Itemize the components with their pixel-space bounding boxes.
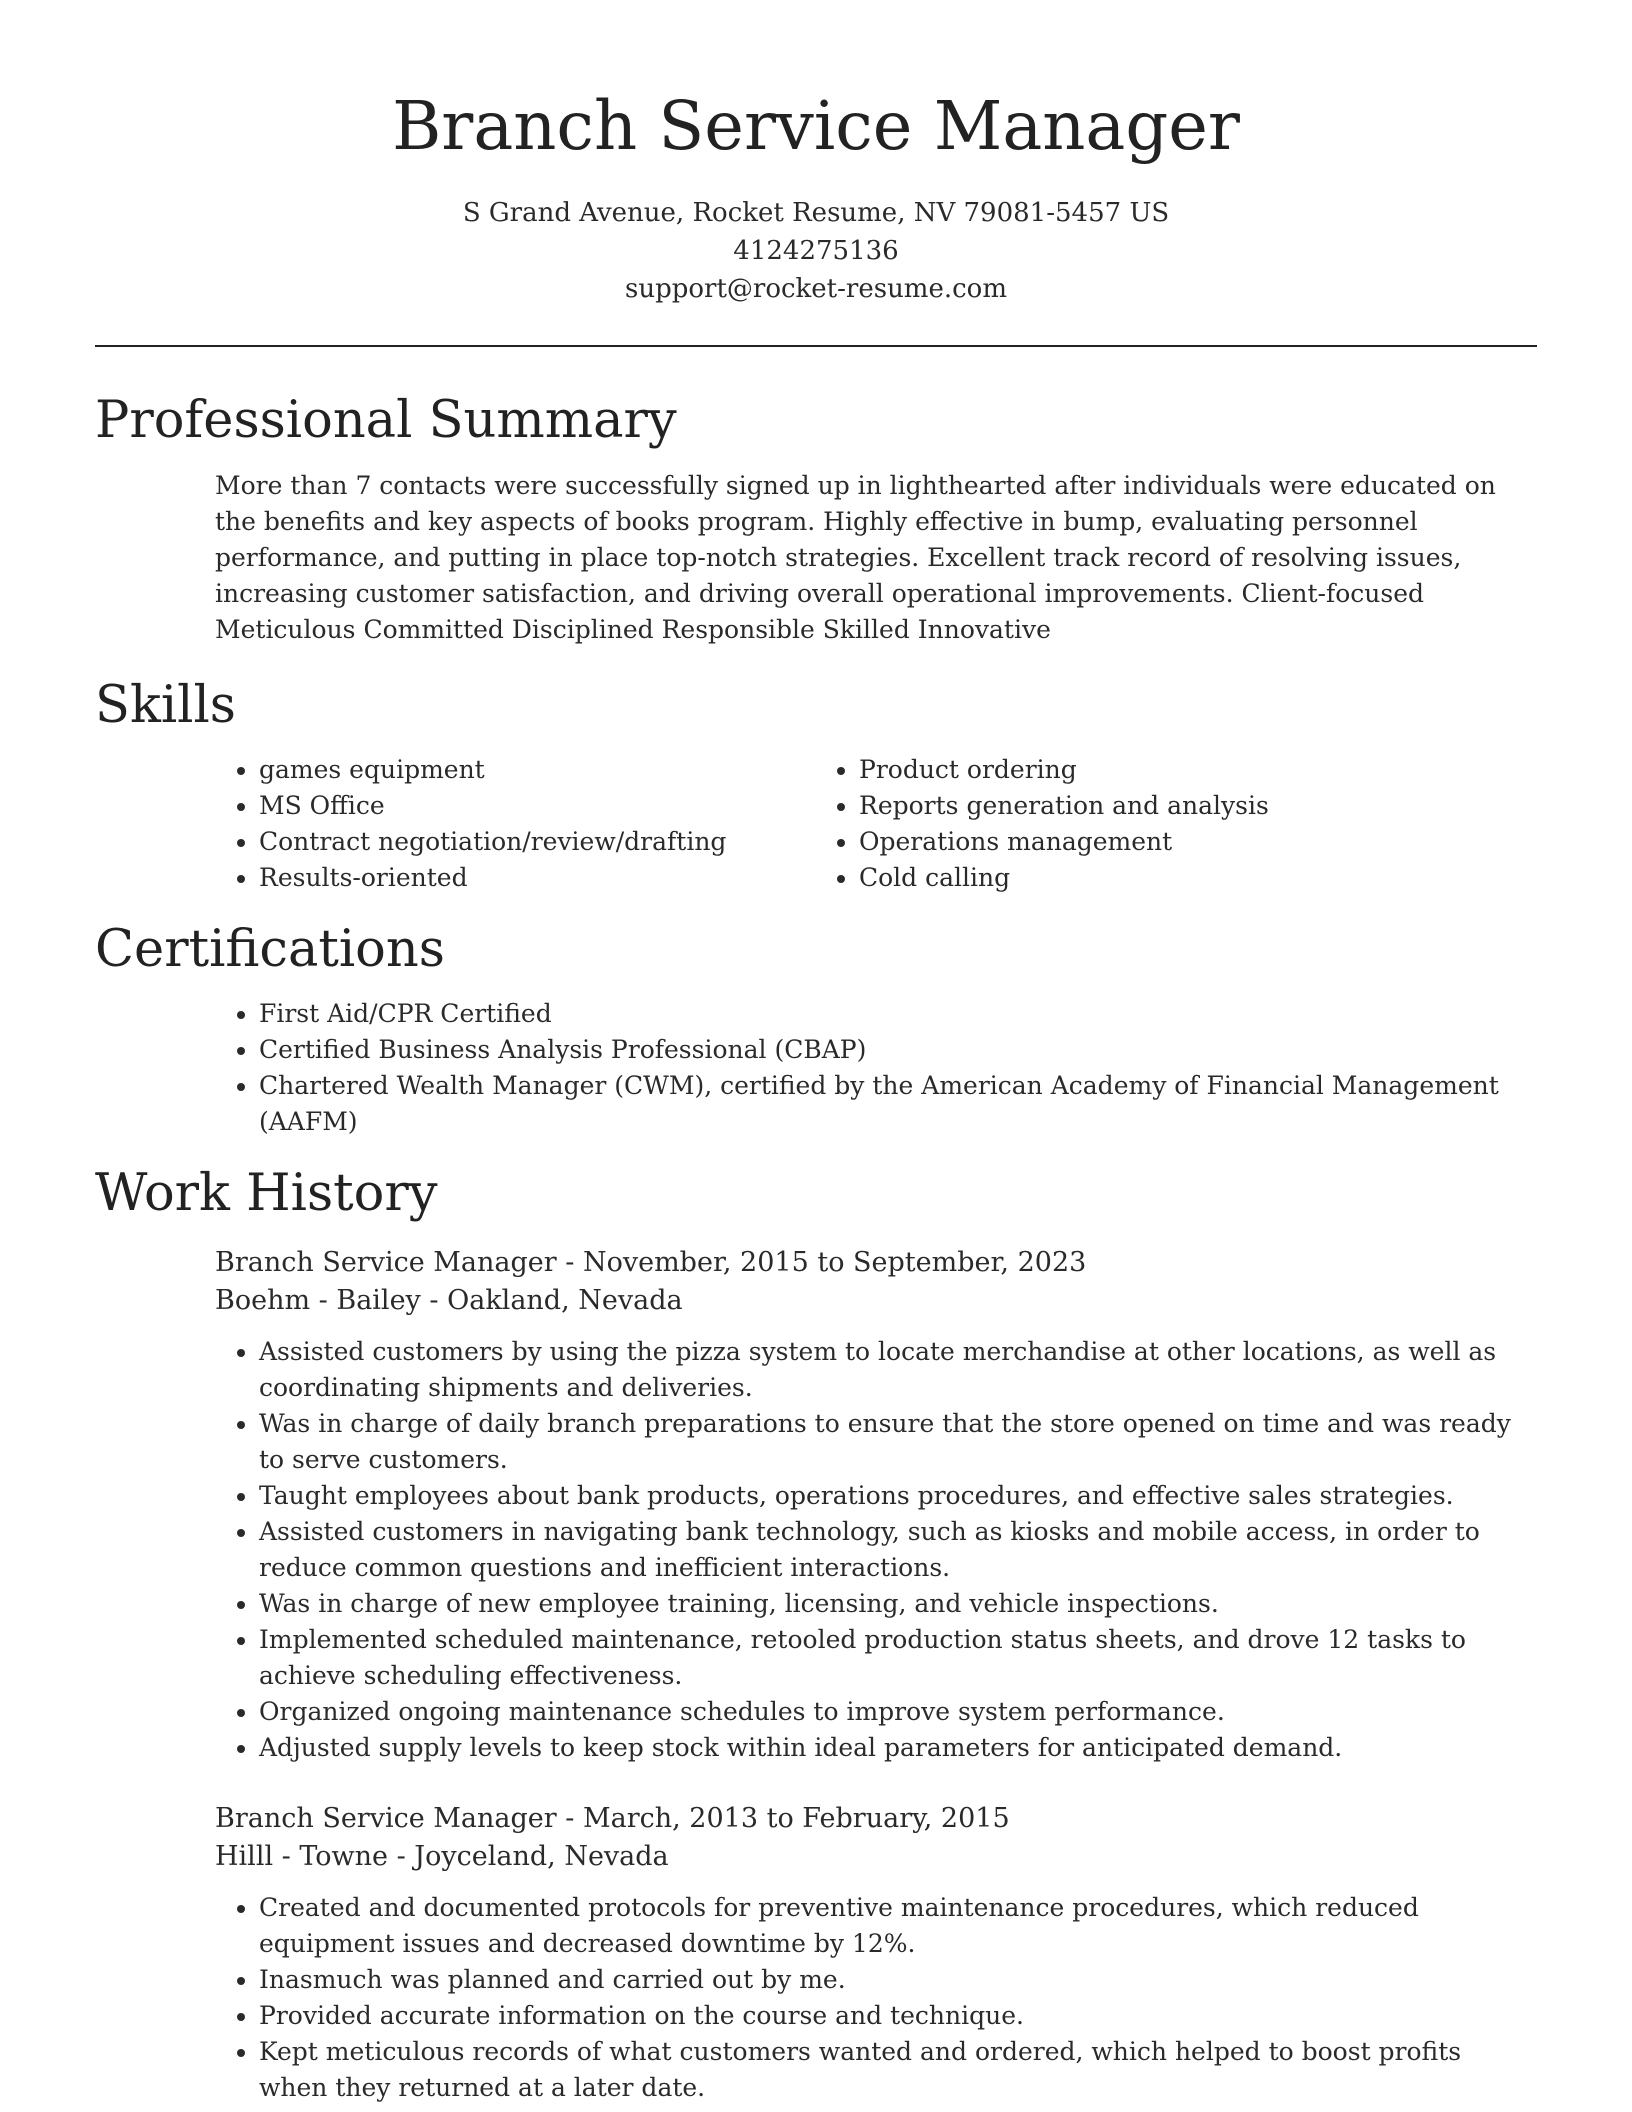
- section-title-certifications: Certifications: [95, 920, 445, 979]
- contact-address: S Grand Avenue, Rocket Resume, NV 79081-5457 US: [462, 198, 1170, 228]
- skills-column-right: [815, 752, 1435, 896]
- job-entry: [215, 1800, 1537, 2106]
- skill-item: • Reports generation and analysis: [859, 788, 1435, 824]
- job-title-dates: Branch Service Manager - November, 2015 to September, 2023: [215, 1247, 1087, 1278]
- job-bullet: • Taught employees about bank products, operations procedures, and effective sales strategies.: [259, 1478, 1517, 1514]
- job-bullet: • Provided accurate information on the course and technique.: [259, 1998, 1517, 2034]
- resume-header: [95, 0, 1537, 308]
- skills-section: [95, 676, 1537, 896]
- job-title-dates: Branch Service Manager - March, 2013 to February, 2015: [215, 1803, 1010, 1834]
- job-responsibilities-list: [215, 1334, 1517, 1766]
- job-entry: [215, 1244, 1537, 1766]
- professional-summary-section: [95, 391, 1537, 648]
- skills-column-left: [215, 752, 815, 896]
- skill-item: • Results-oriented: [259, 860, 815, 896]
- contact-email: support@rocket-resume.com: [624, 274, 1007, 304]
- job-bullet: • Adjusted supply levels to keep stock within ideal parameters for anticipated demand.: [259, 1730, 1517, 1766]
- job-bullet: • Kept meticulous records of what customers wanted and ordered, which helped to boost profits when they returned at a later date.: [259, 2034, 1517, 2106]
- certifications-list: [215, 996, 1517, 1140]
- job-company-location: Boehm - Bailey - Oakland, Nevada: [215, 1285, 683, 1316]
- job-bullet: • Implemented scheduled maintenance, retooled production status sheets, and drove 12 tasks to achieve scheduling effectiveness.: [259, 1622, 1517, 1694]
- job-company-location: Hilll - Towne - Joyceland, Nevada: [215, 1841, 669, 1872]
- skill-item: • MS Office: [259, 788, 815, 824]
- skills-grid: [215, 752, 1537, 896]
- section-title-summary: Professional Summary: [95, 391, 677, 450]
- contact-phone: 4124275136: [733, 236, 899, 266]
- job-bullet: • Assisted customers by using the pizza system to locate merchandise at other locations, as well as coordinating shipments and deliveries.: [259, 1334, 1517, 1406]
- skill-item: • Product ordering: [859, 752, 1435, 788]
- job-bullet: • Created and documented protocols for preventive maintenance procedures, which reduced equipment issues and decreased downtime by 12%.: [259, 1890, 1517, 1962]
- job-bullet: • Assisted customers in navigating bank technology, such as kiosks and mobile access, in order to reduce common questions and inefficient interactions.: [259, 1514, 1517, 1586]
- section-title-work-history: Work History: [95, 1164, 438, 1223]
- skill-item: • Operations management: [859, 824, 1435, 860]
- job-bullet: • Inasmuch was planned and carried out by me.: [259, 1962, 1517, 1998]
- certification-item: • Certified Business Analysis Professional (CBAP): [259, 1032, 1517, 1068]
- certifications-section: [95, 920, 1537, 1140]
- candidate-name: Branch Service Manager: [392, 87, 1240, 165]
- section-title-skills: Skills: [95, 676, 236, 735]
- job-bullet: • Was in charge of new employee training, licensing, and vehicle inspections.: [259, 1586, 1517, 1622]
- header-divider: [95, 345, 1537, 347]
- summary-text: More than 7 contacts were successfully signed up in lighthearted after individuals were educated on the benefits and key aspects of books program. Highly effective in bump, evaluating personnel performance, and putting in place top-notch strategies. Excellent track record of resolving issues, increasing customer satisfaction, and driving overall operational improvements. Client-focused Meticulous Committed Disciplined Responsible Skilled Innovative: [215, 471, 1496, 644]
- certification-item: • First Aid/CPR Certified: [259, 996, 1517, 1032]
- skill-item: • games equipment: [259, 752, 815, 788]
- job-bullet: • Organized ongoing maintenance schedules to improve system performance.: [259, 1694, 1517, 1730]
- job-bullet: • Was in charge of daily branch preparations to ensure that the store opened on time and was ready to serve customers.: [259, 1406, 1517, 1478]
- work-history-section: [95, 1164, 1537, 2106]
- job-responsibilities-list: [215, 1890, 1517, 2106]
- skill-item: • Contract negotiation/review/drafting: [259, 824, 815, 860]
- skill-item: • Cold calling: [859, 860, 1435, 896]
- certification-item: • Chartered Wealth Manager (CWM), certified by the American Academy of Financial Management (AAFM): [259, 1068, 1517, 1140]
